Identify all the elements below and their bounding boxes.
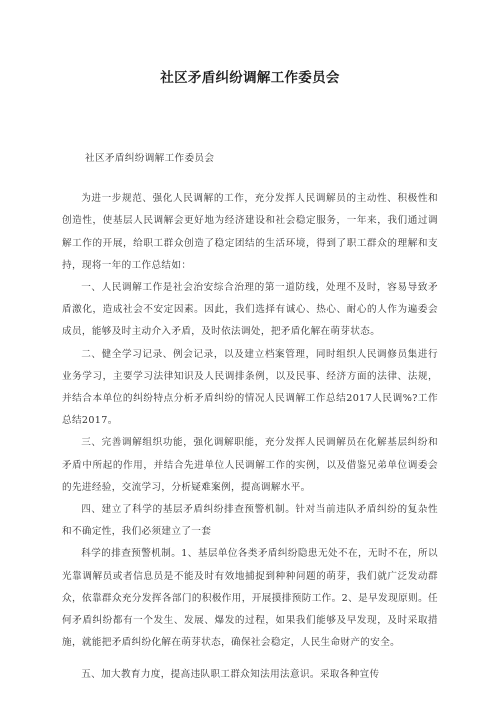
document-subheading: 社区矛盾纠纷调解工作委员会 [85,153,215,164]
paragraph-intro: 为进一步规范、强化人民调解的工作，充分发挥人民调解员的主动性、积极性和创造性，使基层人民调解会更好地为经济建设和社会稳定服务，一年来，我们通过调解工作的开展，给职工群众创造了稳定团结的生活环境，得到了职工群众的理解和支持，现将一年的工作总结如： [62,193,438,271]
paragraph-section-2: 二、健全学习记录、例会记录，以及建立档案管理，同时组织人民调修员集进行业务学习，主要学习法律知识及人民调排条例，以及民事、经济方面的法律、法规，并结合本单位的纠纷特点分析矛盾纠纷的情况人民调解工作总结2017人民调%?工作总结2017。 [62,348,438,427]
paragraph-section-3: 三、完善调解组织功能，强化调解职能，充分发挥人民调解员在化解基层纠纷和矛盾中所起的作用，并结合先进单位人民调解工作的实例，以及借鉴兄弟单位调委会的先进经验，交流学习，分析疑难案例，提高调解水平。 [62,437,438,493]
paragraph-section-4: 四、建立了科学的基层矛盾纠纷排查预警机制。针对当前违队矛盾纠纷的复杂性和不确定性，我们必须建立了一套 [62,504,438,538]
document-body [62,148,438,687]
paragraph-section-5: 五、加大教育力度，提高违队职工群众知法用法意识。采取各种宣传 [81,669,380,681]
paragraph-section-1: 一、人民调解工作是社会治安综合治理的第一道防线，处理不及时，容易导致矛盾激化，造成社会不安定因素。因此，我们选择有诚心、热心、耐心的人作为遍委会成员，能够及时主动介入矛盾，及时依法调处，把矛盾化解在萌芽状态。 [62,282,438,338]
document-title: 社区矛盾纠纷调解工作委员会 [160,70,340,86]
paragraph-section-4-continued: 科学的排查预警机制。1、基层单位各类矛盾纠纷隐患无处不在，无时不在，所以光靠调解员或者信息员是不能及时有效地捕捉到种种问题的萌芽，我们就广泛发动群众，依靠群众充分发挥各部门的积极作用，开展摸排预防工作。2、是早发现原则。任何矛盾纠纷都有一个发生、发展、爆发的过程，如果我们能够及早发现，及时采取措施，就能把矛盾纠纷化解在萌芽状态，确保社会稳定，人民生命财产的安全。 [62,548,438,649]
